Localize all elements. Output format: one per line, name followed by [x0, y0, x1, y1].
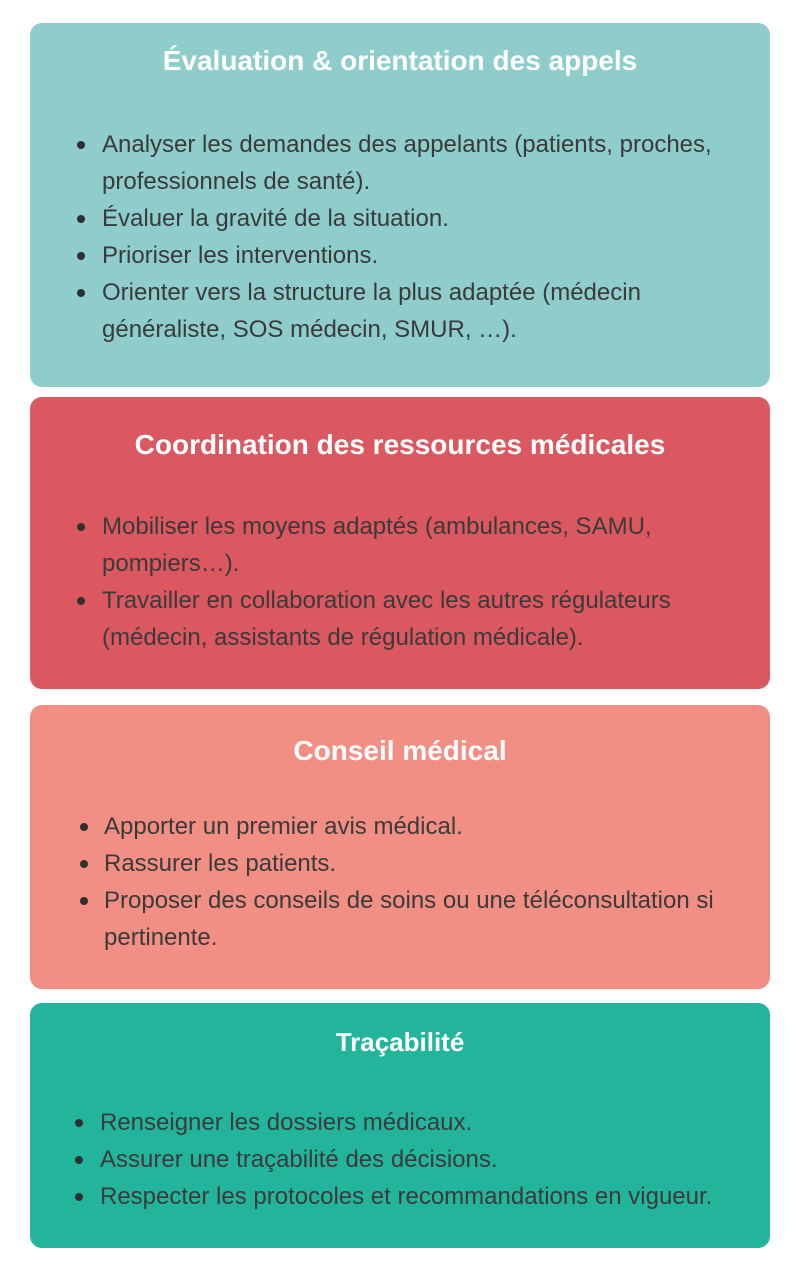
bullet-icon	[80, 823, 88, 831]
card-conseil-medical	[30, 705, 770, 989]
card-coordination-ressources	[30, 397, 770, 689]
list-item	[30, 1141, 770, 1178]
card-tracabilite	[30, 1003, 770, 1248]
bullet-list	[30, 808, 770, 956]
list-item	[30, 882, 770, 956]
bullet-icon	[77, 215, 85, 223]
bullet-icon	[75, 1119, 83, 1127]
card-title: Évaluation & orientation des appels	[162, 45, 638, 76]
list-item-text: Renseigner les dossiers médicaux.	[100, 1109, 473, 1136]
card-title: Coordination des ressources médicales	[134, 429, 666, 460]
list-item	[30, 808, 770, 845]
list-item	[30, 582, 770, 656]
bullet-icon	[77, 289, 85, 297]
list-item-text: Mobiliser les moyens adaptés (ambulances, SAMU, pompiers…).	[102, 513, 652, 577]
list-item	[30, 126, 770, 200]
bullet-icon	[80, 860, 88, 868]
bullet-list	[30, 508, 770, 656]
bullet-icon	[75, 1193, 83, 1201]
card-title: Conseil médical	[293, 735, 507, 766]
list-item-text: Évaluer la gravité de la situation.	[102, 205, 449, 232]
list-item-text: Rassurer les patients.	[104, 850, 337, 877]
list-item-text: Respecter les protocoles et recommandations en vigueur.	[100, 1183, 713, 1210]
list-item-text: Proposer des conseils de soins ou une téléconsultation si pertinente.	[104, 887, 714, 951]
list-item-text: Assurer une traçabilité des décisions.	[100, 1146, 498, 1173]
card-evaluation-orientation	[30, 23, 770, 387]
list-item-text: Prioriser les interventions.	[102, 242, 379, 269]
list-item-text: Analyser les demandes des appelants (patients, proches, professionnels de santé).	[102, 131, 712, 195]
bullet-list	[30, 126, 770, 348]
list-item	[30, 1104, 770, 1141]
bullet-icon	[77, 252, 85, 260]
bullet-list	[30, 1104, 770, 1215]
bullet-icon	[77, 523, 85, 531]
list-item-text: Apporter un premier avis médical.	[104, 813, 463, 840]
list-item	[30, 845, 770, 882]
bullet-icon	[77, 141, 85, 149]
list-item-text: Travailler en collaboration avec les autres régulateurs (médecin, assistants de régulation médicale).	[102, 587, 671, 651]
list-item-text: Orienter vers la structure la plus adaptée (médecin généraliste, SOS médecin, SMUR, …).	[102, 279, 641, 343]
list-item	[30, 1178, 770, 1215]
list-item	[30, 508, 770, 582]
list-item	[30, 200, 770, 237]
bullet-icon	[80, 897, 88, 905]
list-item	[30, 274, 770, 348]
card-title: Traçabilité	[335, 1027, 465, 1057]
bullet-icon	[77, 597, 85, 605]
list-item	[30, 237, 770, 274]
bullet-icon	[75, 1156, 83, 1164]
